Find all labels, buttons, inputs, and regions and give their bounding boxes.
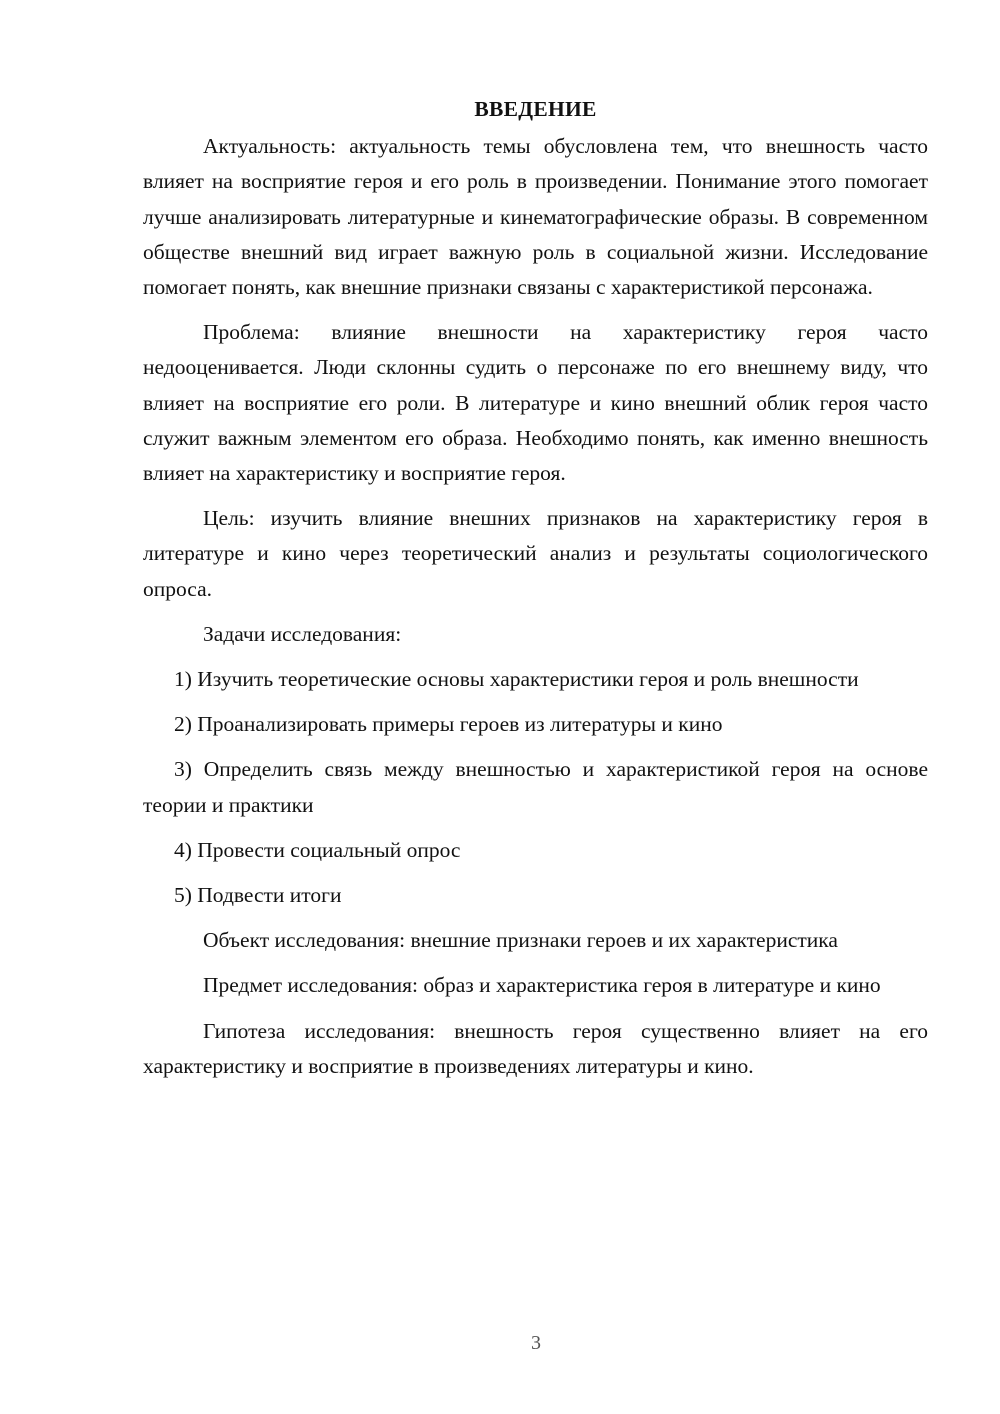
- object-paragraph: Объект исследования: внешние признаки героев и их характеристика: [203, 928, 838, 953]
- problem-paragraph: Проблема: влияние внешности на характеристику героя часто недооценивается. Люди склонны судить о персонаже по его внешнему виду, что влияет на восприятие его роли. В литературе и кино внешний облик героя часто служит важным элементом его образа. Необходимо понять, как именно внешность влияет на характеристику и восприятие героя.: [143, 320, 928, 486]
- task-item: 2) Проанализировать примеры героев из литературы и кино: [174, 712, 723, 737]
- page-number: 3: [531, 1332, 541, 1354]
- hypothesis-paragraph: Гипотеза исследования: внешность героя существенно влияет на его характеристику и восприятие в произведениях литературы и кино.: [143, 1018, 928, 1078]
- relevance-paragraph: Актуальность: актуальность темы обусловлена тем, что внешность часто влияет на восприятие героя и его роль в произведении. Понимание этого помогает лучше анализировать литературные и кинематографические образы. В современном обществе внешний вид играет важную роль в социальной жизни. Исследование помогает понять, как внешние признаки связаны с характеристикой персонажа.: [143, 134, 928, 300]
- task-item: 4) Провести социальный опрос: [174, 837, 461, 862]
- task-item: 1) Изучить теоретические основы характеристики героя и роль внешности: [174, 667, 859, 692]
- section-title: ВВЕДЕНИЕ: [474, 97, 597, 121]
- goal-paragraph: Цель: изучить влияние внешних признаков на характеристику героя в литературе и кино через теоретический анализ и результаты социологического опроса.: [143, 506, 928, 601]
- page-content: [143, 92, 928, 1094]
- task-item: 5) Подвести итоги: [174, 883, 342, 908]
- tasks-heading: Задачи исследования:: [203, 621, 402, 646]
- task-item: 3) Определить связь между внешностью и характеристикой героя на основе теории и практики: [143, 757, 928, 817]
- subject-paragraph: Предмет исследования: образ и характеристика героя в литературе и кино: [203, 973, 881, 998]
